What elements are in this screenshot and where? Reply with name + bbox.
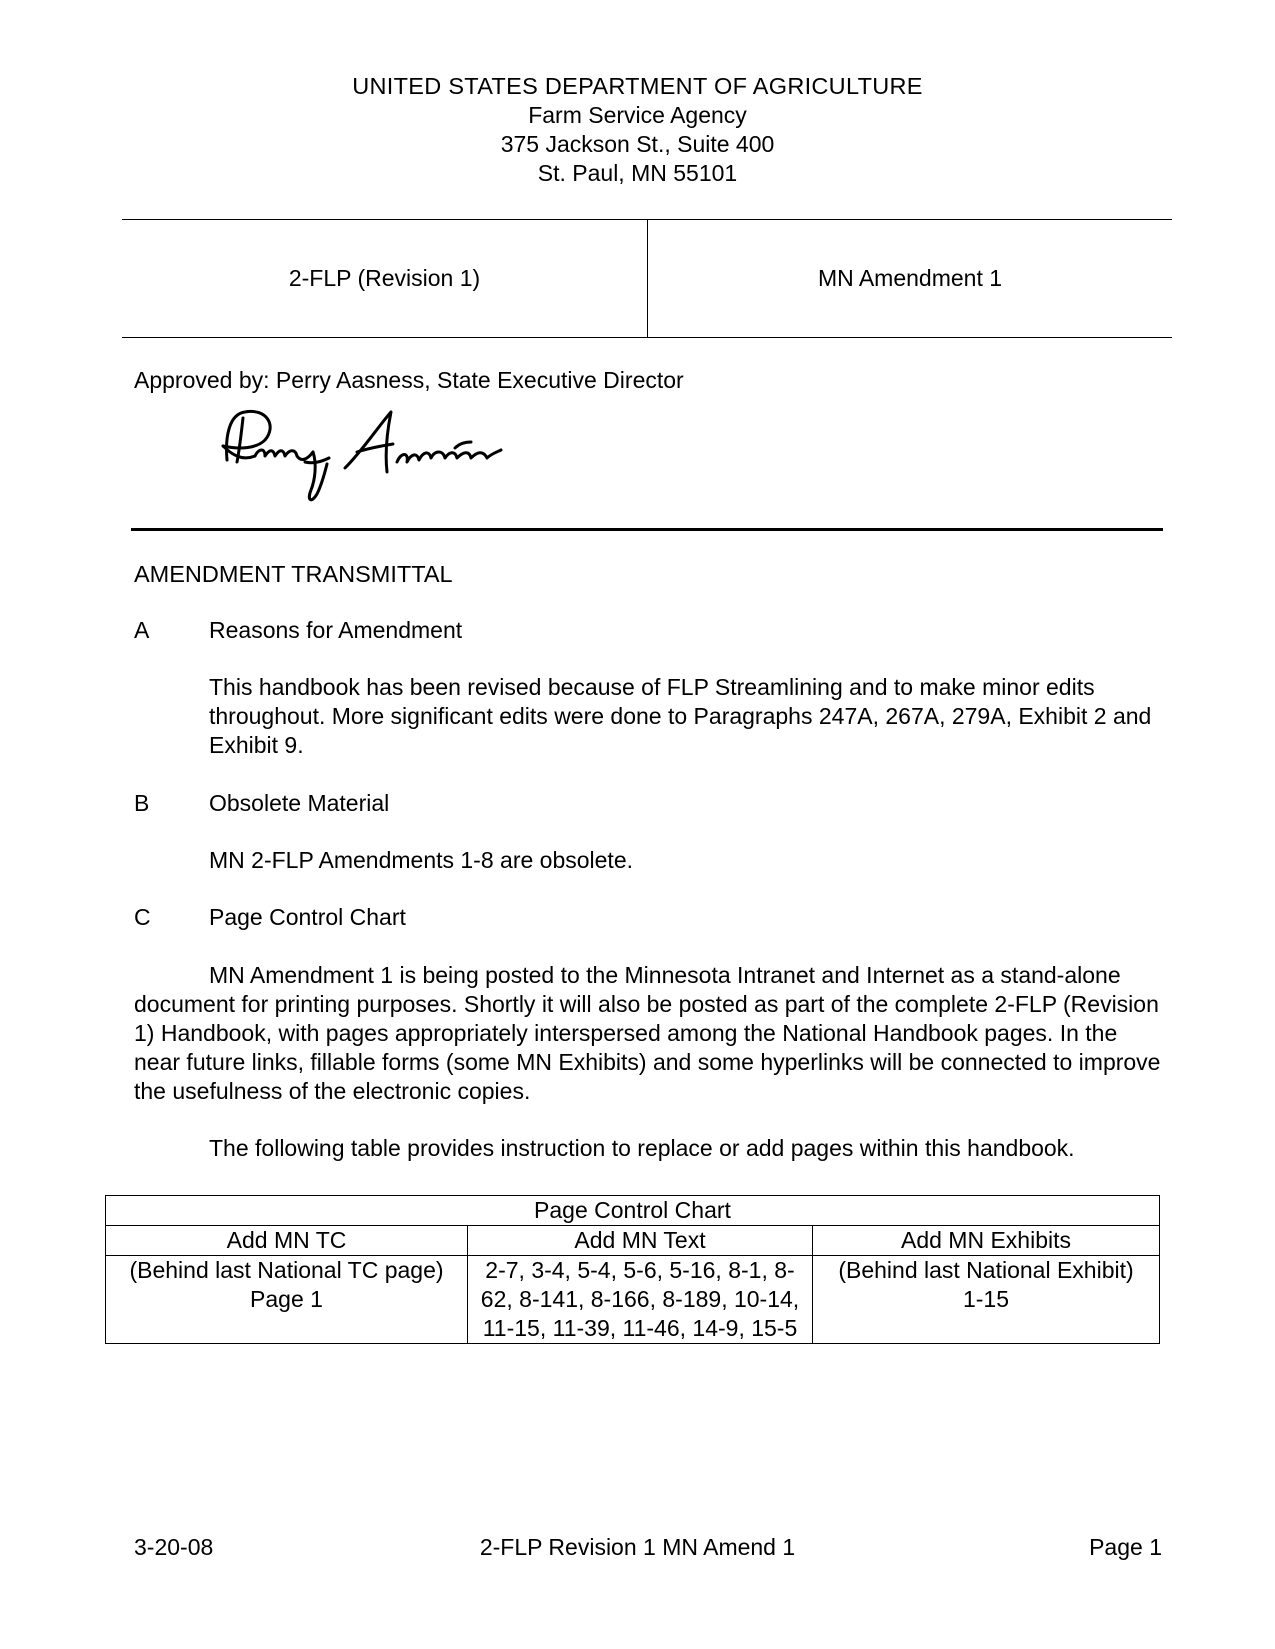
section-b-body: MN 2-FLP Amendments 1-8 are obsolete. (209, 847, 634, 873)
signature-image (215, 402, 525, 522)
office-name: Farm Service Agency (528, 102, 747, 128)
section-c-title: Page Control Chart (209, 904, 406, 930)
page-control-chart-table (105, 1195, 1160, 1344)
approved-by-line: Approved by: Perry Aasness, State Executive Director (134, 367, 684, 393)
section-a-letter: A (134, 617, 150, 643)
table-title-row (106, 1196, 1160, 1226)
amendment-id: MN Amendment 1 (817, 265, 1003, 291)
header-table (122, 219, 1172, 338)
transmittal-title: AMENDMENT TRANSMITTAL (134, 561, 453, 587)
section-c-body2: The following table provides instruction to replace or add pages within this handbook. (209, 1135, 1075, 1161)
footer-page-number: Page 1 (1089, 1534, 1162, 1560)
handbook-id: 2-FLP (Revision 1) (288, 265, 481, 291)
section-c-body: MN Amendment 1 is being posted to the Minnesota Intranet and Internet as a stand-alone document for printing purposes. Shortly it will also be posted as part of the complete 2-FLP (Revision 1) Handbook, with pages appropriately interspersed among the National Handbook pages. In the near future links, fillable forms (some MN Exhibits) and some hyperlinks will be connected to improve the usefulness of the electronic copies. (134, 962, 1161, 1104)
header-add-mn-text: Add MN Text (468, 1226, 813, 1256)
cell-tc: (Behind last National TC page) Page 1 (106, 1256, 468, 1344)
section-c-letter: C (134, 904, 151, 930)
letterhead (0, 72, 1275, 188)
street-address: 375 Jackson St., Suite 400 (500, 131, 775, 157)
amendment-id-cell (648, 220, 1172, 337)
cell-exhibits: (Behind last National Exhibit) 1-15 (813, 1256, 1160, 1344)
section-b-title: Obsolete Material (209, 790, 390, 816)
city-state-zip: St. Paul, MN 55101 (537, 160, 738, 186)
footer-doc-id: 2-FLP Revision 1 MN Amend 1 (479, 1534, 796, 1560)
footer-date: 3-20-08 (134, 1534, 214, 1560)
table-title: Page Control Chart (106, 1196, 1160, 1226)
table-row (106, 1256, 1160, 1344)
section-a-body: This handbook has been revised because of FLP Streamlining and to make minor edits throughout. More significant edits were done to Paragraphs 247A, 267A, 279A, Exhibit 2 and Exhibit 9. (209, 674, 1152, 758)
header-add-mn-tc: Add MN TC (106, 1226, 468, 1256)
handbook-id-cell (122, 220, 648, 337)
section-a-title: Reasons for Amendment (209, 617, 463, 643)
table-header-row (106, 1226, 1160, 1256)
header-add-mn-exhibits: Add MN Exhibits (813, 1226, 1160, 1256)
section-b-letter: B (134, 790, 150, 816)
agency-name: UNITED STATES DEPARTMENT OF AGRICULTURE (352, 73, 923, 99)
signature-rule (131, 528, 1163, 531)
cell-text: 2-7, 3-4, 5-4, 5-6, 5-16, 8-1, 8-62, 8-141, 8-166, 8-189, 10-14, 11-15, 11-39, 11-46, 14-9, 15-5 (468, 1256, 813, 1344)
